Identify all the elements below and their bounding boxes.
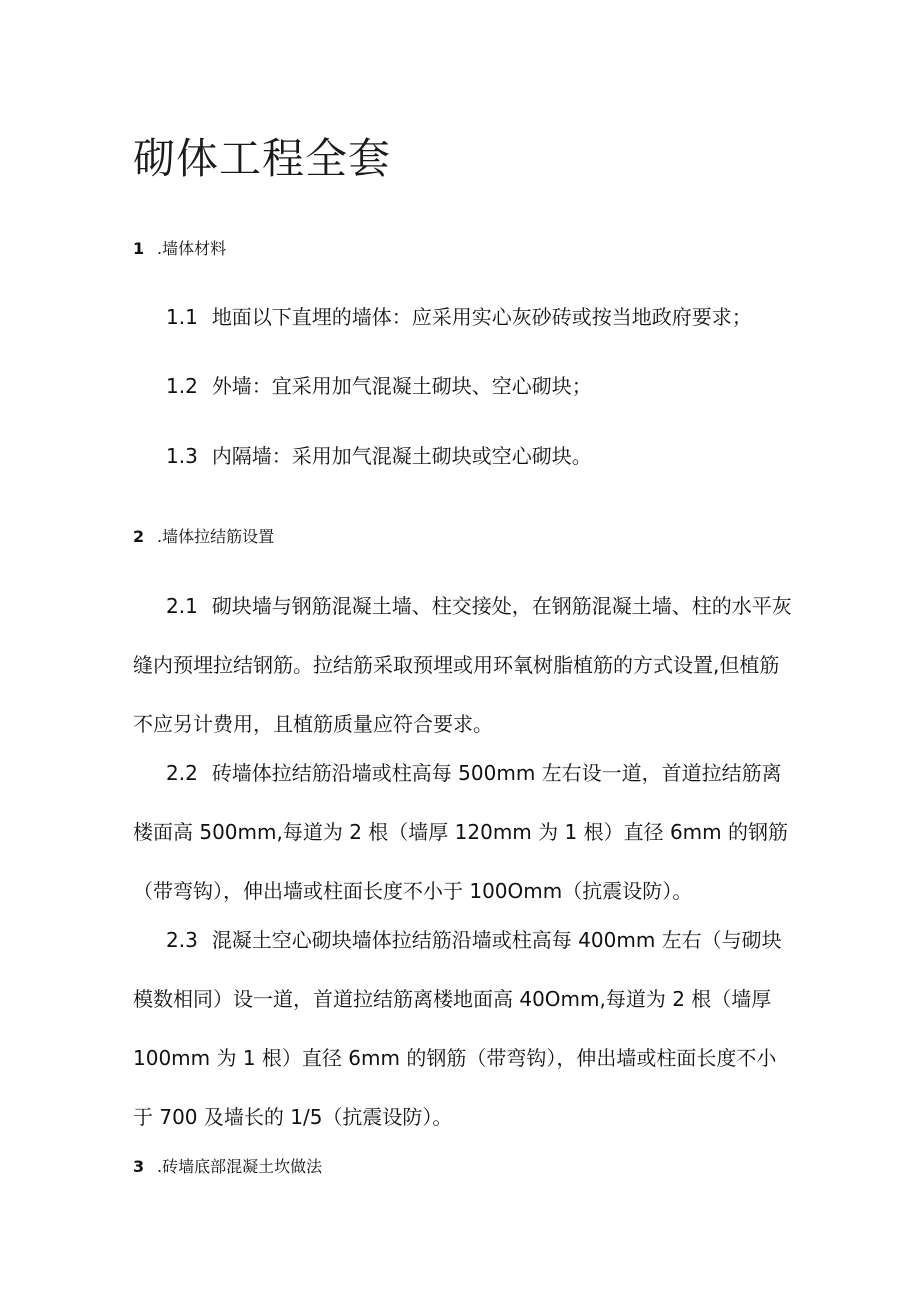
- section-title: .墙体材料: [157, 239, 227, 258]
- section-number: 3: [133, 1157, 145, 1176]
- paragraph-number: 2.1: [166, 594, 198, 618]
- section-number: 2: [133, 527, 145, 546]
- section-title: .墙体拉结筋设置: [157, 527, 275, 546]
- paragraph-2-1: [133, 577, 793, 754]
- paragraph-number: 2.2: [166, 761, 198, 785]
- paragraph-text: 混凝土空心砌块墙体拉结筋沿墙或柱高每 400mm 左右（与砌块模数相同）设一道，首道拉结筋离楼地面高 40Omm,每道为 2 根（墙厚 100mm 为 1 根）直径 6mm 的钢筋（带弯钩），伸出墙或柱面长度不小于 700 及墙长的 1/5（抗震设防）。: [133, 928, 782, 1129]
- paragraph-2-2: [133, 744, 793, 921]
- paragraph-text: 砌块墙与钢筋混凝土墙、柱交接处，在钢筋混凝土墙、柱的水平灰缝内预埋拉结钢筋。拉结筋采取预埋或用环氧树脂植筋的方式设置,但植筋不应另计费用，且植筋质量应符合要求。: [133, 594, 792, 736]
- paragraph-text: 地面以下直埋的墙体：应采用实心灰砂砖或按当地政府要求；: [211, 305, 752, 329]
- paragraph-number: 1.3: [166, 444, 198, 468]
- paragraph-1-1: [133, 288, 793, 347]
- section-title: .砖墙底部混凝土坎做法: [157, 1157, 323, 1176]
- paragraph-number: 1.1: [166, 305, 198, 329]
- paragraph-text: 内隔墙：采用加气混凝土砌块或空心砌块。: [211, 444, 592, 468]
- paragraph-1-3: [133, 427, 793, 486]
- paragraph-number: 1.2: [166, 374, 198, 398]
- paragraph-text: 外墙：宜采用加气混凝土砌块、空心砌块；: [211, 374, 592, 398]
- paragraph-number: 2.3: [166, 928, 198, 952]
- section-heading-2: [133, 524, 274, 547]
- page-title: 砌体工程全套: [133, 134, 392, 183]
- paragraph-2-3: [133, 911, 793, 1147]
- section-number: 1: [133, 239, 145, 258]
- paragraph-text: 砖墙体拉结筋沿墙或柱高每 500mm 左右设一道，首道拉结筋离楼面高 500mm,每道为 2 根（墙厚 120mm 为 1 根）直径 6mm 的钢筋（带弯钩），伸出墙或柱面长度不小于 100Omm（抗震设防）。: [133, 761, 788, 903]
- section-heading-1: [133, 236, 226, 259]
- section-heading-3: [133, 1154, 322, 1177]
- paragraph-1-2: [133, 357, 793, 416]
